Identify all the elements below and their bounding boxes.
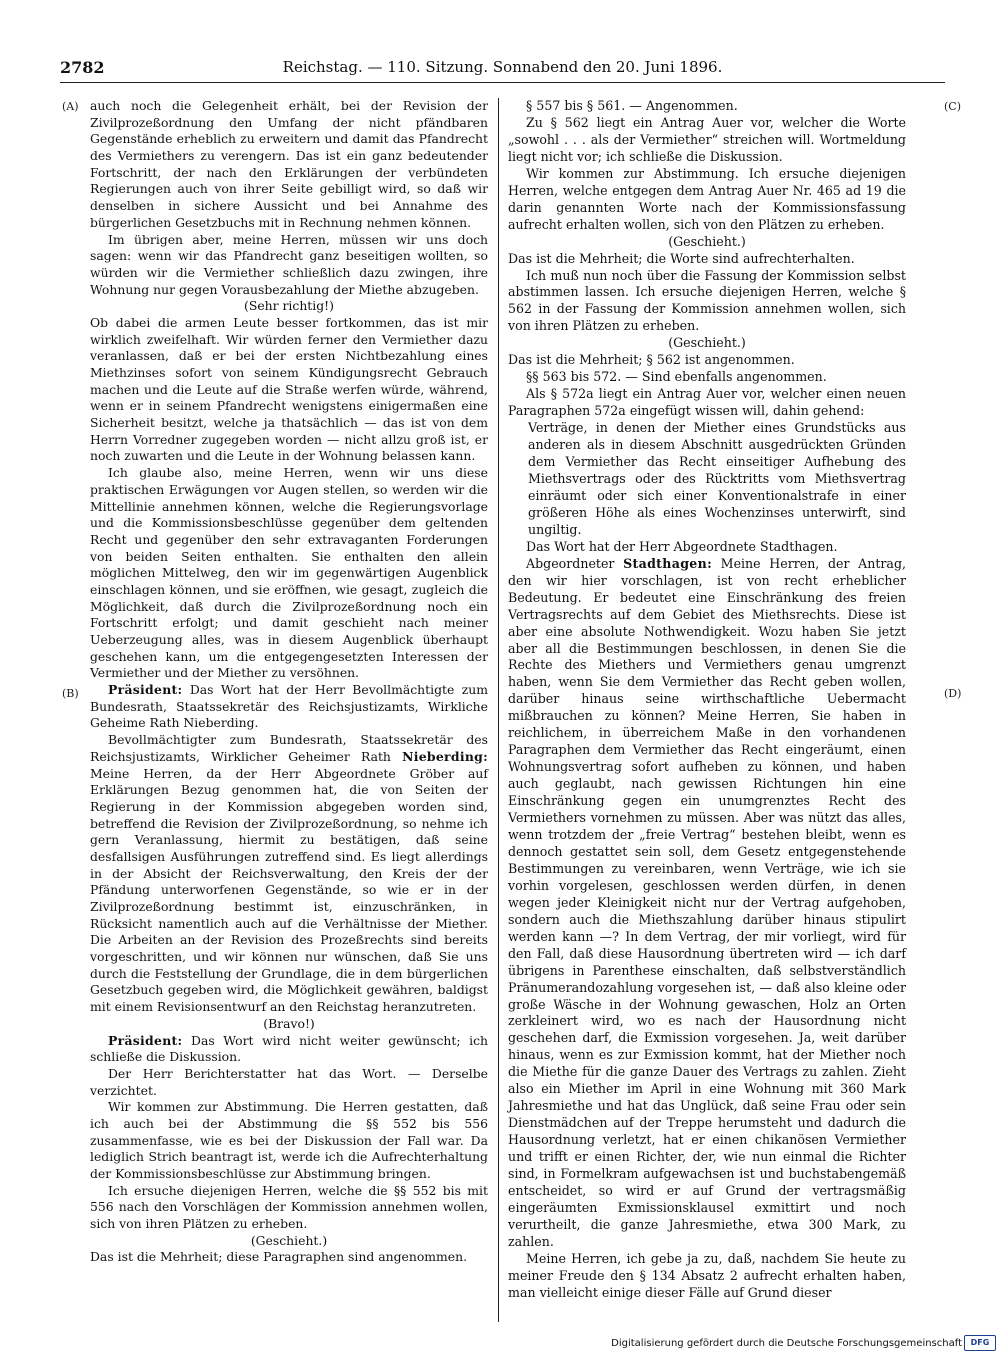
margin-marker-b: (B) bbox=[62, 687, 79, 700]
speaker-name: Nieberding: bbox=[402, 748, 488, 764]
interjection: (Sehr richtig!) bbox=[244, 298, 334, 314]
quoted-motion: Verträge, in denen der Miether eines Grundstücks aus anderen als in diesem Abschnitt ausgedrückten Gründen dem Vermiether das Recht einseitiger Aufhebung des Miethsvertrags oder des Rücktritts vom Miethsvertrag einräumt oder sich einer Konventionalstrafe in einer größeren Höhe als eines Wochenzinses unterwirft, sind ungiltig. bbox=[528, 420, 906, 537]
digitization-credit: Digitalisierung gefördert durch die Deutsche Forschungsgemeinschaft bbox=[611, 1338, 962, 1349]
margin-marker-c: (C) bbox=[944, 100, 961, 113]
footer bbox=[0, 1335, 1000, 1353]
interjection: (Geschieht.) bbox=[668, 335, 746, 351]
running-head: Reichstag. — 110. Sitzung. Sonnabend den 20. Juni 1896. bbox=[282, 58, 723, 76]
paragraph: Wir kommen zur Abstimmung. Die Herren gestatten, daß ich auch bei der Abstimmung die §§ 552 bis 556 zusammenfasse, wie es bei der Diskussion der Fall war. Da lediglich Strich beantragt ist, werde ich die Aufrechterhaltung der Kommissionsbeschlüsse zur Abstimmung bringen. bbox=[90, 1099, 488, 1181]
paragraph: Als § 572a liegt ein Antrag Auer vor, welcher einen neuen Paragraphen 572a eingefügt wissen will, dahin gehend: bbox=[508, 386, 906, 419]
speech-paragraph bbox=[508, 556, 906, 1251]
speech-paragraph bbox=[90, 682, 488, 732]
margin-marker-d: (D) bbox=[944, 687, 962, 700]
speaker-title: Bevollmächtigter zum Bundesrath, Staatssekretär des Reichsjustizamts, Wirklicher Geheimer Rath bbox=[90, 732, 488, 764]
paragraph: Ich glaube also, meine Herren, wenn wir uns diese praktischen Erwägungen vor Augen stellen, so werden wir die Mittellinie annehmen können, welche die Regierungsvorlage und die Kommissionsbeschlüsse gegenüber dem geltenden Recht und gegenüber den sehr extravaganten Forderungen von beiden Seiten enthalten. Sie enthalten den allein möglichen Mittelweg, den wir im gegenwärtigen Augenblick einschlagen können, und sie eröffnen, wie gesagt, zugleich die Möglichkeit, daß durch die Zivilprozeßordnung noch ein Fortschritt erfolgt; und damit geschieht nach meiner Ueberzeugung alles, was in diesem Augenblick überhaupt geschehen kann, um die entgegengesetzten Interessen der Vermiether und der Miether zu versöhnen. bbox=[90, 465, 488, 681]
paragraph: § 557 bis § 561. — Angenommen. bbox=[526, 98, 738, 113]
interjection: (Bravo!) bbox=[263, 1015, 315, 1031]
dfg-logo: DFG bbox=[964, 1335, 996, 1351]
paragraph: auch noch die Gelegenheit erhält, bei der Revision der Zivilprozeßordnung den Umfang der nicht pfändbaren Gegenstände erheblich zu erweitern und damit das Pfandrecht des Vermiethers zu verengern. Das ist ein ganz bedeutender Fortschritt, der nach den Erklärungen der verbündeten Regierungen auch von ihrer Seite gebilligt wird, so daß wir denselben in sichere Aussicht und bei Annahme des bürgerlichen Gesetzbuchs mit in Rechnung nehmen können. bbox=[90, 98, 488, 230]
paragraph: Wir kommen zur Abstimmung. Ich ersuche diejenigen Herren, welche entgegen dem Antrag Auer Nr. 465 ad 19 die darin genannten Worte nach der Kommissionsfassung aufrecht erhalten wollen, sich von den Plätzen zu erheben. bbox=[508, 165, 906, 232]
page-body bbox=[90, 98, 932, 1322]
paragraph: Das ist die Mehrheit; diese Paragraphen sind angenommen. bbox=[90, 1249, 468, 1265]
speech-paragraph bbox=[90, 1033, 488, 1066]
paragraph: Ich ersuche diejenigen Herren, welche die §§ 552 bis mit 556 nach den Vorschlägen der Kommission annehmen wollen, sich von ihren Plätzen zu erheben. bbox=[90, 1182, 488, 1232]
paragraph: Zu § 562 liegt ein Antrag Auer vor, welcher die Worte „sowohl . . . als der Vermiether“ streichen will. Wortmeldung liegt nicht vor; ich schließe die Diskussion. bbox=[508, 114, 906, 164]
paragraph: Meine Herren, ich gebe ja zu, daß, nachdem Sie heute zu meiner Freude den § 134 Absatz 2 aufrecht erhalten haben, man vielleicht einige dieser Fälle auf Grund dieser bbox=[508, 1250, 906, 1300]
paragraph: Im übrigen aber, meine Herren, müssen wir uns doch sagen: wenn wir das Pfandrecht ganz beseitigen wollten, so würden wir die Vermiether schließlich dazu zwingen, ihre Wohnung nur gegen Vorausbezahlung der Miethe abzugeben. bbox=[90, 231, 488, 297]
paragraph: Das ist die Mehrheit; § 562 ist angenommen. bbox=[508, 352, 795, 368]
paragraph: Der Herr Berichterstatter hat das Wort. — Derselbe verzichtet. bbox=[90, 1065, 488, 1098]
speech-text: Das Wort hat der Herr Bevollmächtigte zum Bundesrath, Staatssekretär des Reichsjustizamts, Wirkliche Geheime Rath Nieberding. bbox=[90, 682, 488, 731]
paragraph: Ich muß nun noch über die Fassung der Kommission selbst abstimmen lassen. Ich ersuche diejenigen Herren, welche § 562 in der Fassung der Kommission annehmen wollen, sich von ihren Plätzen zu erheben. bbox=[508, 267, 906, 334]
margin-marker-a: (A) bbox=[62, 100, 79, 113]
speech-paragraph bbox=[90, 732, 488, 1016]
speaker-name: Präsident: bbox=[108, 682, 183, 698]
paragraph: Das Wort hat der Herr Abgeordnete Stadthagen. bbox=[526, 538, 838, 554]
paragraph: §§ 563 bis 572. — Sind ebenfalls angenommen. bbox=[526, 369, 827, 385]
right-column bbox=[508, 98, 906, 1302]
speaker-name: Präsident: bbox=[108, 1032, 183, 1048]
page-number: 2782 bbox=[60, 58, 105, 77]
paragraph: Das ist die Mehrheit; die Worte sind aufrechterhalten. bbox=[508, 250, 855, 266]
paragraph: Ob dabei die armen Leute besser fortkommen, das ist mir wirklich zweifelhaft. Wir würden ferner den Vermiether dazu veranlassen, daß er bei der ersten Nichtbezahlung eines Miethzinses sofort von seinem Kündigungsrecht Gebrauch machen und die Leute auf die Straße werfen würde, während, wenn er in seinem Pfandrecht wenigstens einigermaßen eine Sicherheit besitzt, welche ja thatsächlich — das ist von dem Herrn Vorredner zugegeben worden — nicht allzu groß ist, er noch zuwarten und die Leute in der Wohnung belassen kann. bbox=[90, 314, 488, 464]
page-header bbox=[60, 58, 945, 83]
speech-text: Das Wort wird nicht weiter gewünscht; ich schließe die Diskussion. bbox=[90, 1032, 488, 1065]
speech-text: Meine Herren, da der Herr Abgeordnete Gröber auf Erklärungen Bezug genommen hat, die von Seiten der Regierung in der Kommission abgegeben worden sind, betreffend die Revision der Zivilprozeßordnung, so nehme ich gern Veranlassung, hiermit zu bestätigen, daß seine desfallsigen Ausführungen zutreffend sind. Es liegt allerdings in der Absicht der Reichsverwaltung, den Kreis der der Pfändung unterworfenen Gegenstände, so wie er in der Zivilprozeßordnung bestimmt ist, einzuschränken, in Rücksicht namentlich auch auf die Verhältnisse der Miether. Die Arbeiten an der Revision des Prozeßrechts sind bereits vorgeschritten, und wir können nur wünschen, daß Sie uns durch die Feststellung der Grundlage, die in dem bürgerlichen Gesetzbuch gegeben wird, die Möglichkeit gewähren, baldigst mit einem Revisionsentwurf an den Reichstag heranzutreten. bbox=[90, 765, 488, 1015]
left-column bbox=[90, 98, 488, 1266]
speech-text: Meine Herren, der Antrag, den wir hier vorschlagen, ist von recht erheblicher Bedeutung. Er bedeutet eine Einschränkung des freien Vertragsrechts auf dem Gebiet des Miethsrechts. Diese ist aber eine absolute Nothwendigkeit. Wozu haben Sie jetzt aber all die Bestimmungen beschlossen, in denen Sie die Rechte des Miethers und Vermiethers genau umgrenzt haben, wenn Sie dem Vermiether das Recht geben wollen, darüber hinaus seine wirthschaftliche Uebermacht mißbrauchen zu können? Meine Herren, Sie haben in reichlichem, in überreichem Maße in den vorhandenen Paragraphen dem Vermiether das Recht eingeräumt, einen Wohnungsvertrag sofort aufheben zu können, und haben auch geglaubt, nach gewissen Richtungen hin eine Einschränkung gegen ein unumgrenztes Recht des Vermiethers vornehmen zu müssen. Aber was nützt das alles, wenn trotzdem der „freie Vertrag“ bestehen bleibt, wenn es dennoch gestattet sein soll, dem Gesetz entgegenstehende Bestimmungen zu vereinbaren, wenn Verträge, wie ich sie vorhin vorgelesen, geschlossen werden dürfen, in denen wegen jeder Kleinigkeit nicht nur der Vertrag aufgehoben, sondern auch die Miethszahlung darüber hinaus stipulirt werden kann —? In dem Vertrag, der mir vorliegt, wird für den Fall, daß diese Hausordnung übertreten wird — ich darf übrigens in Parenthese einschalten, daß selbstverständlich Pränumerandozahlung vorgesehen ist, — daß also kleine oder große Wäsche in der Wohnung gewaschen, Holz an Orten zerkleinert wird, wo es nach der Hausordnung nicht geschehen darf, die Exmission vorgesehen. Ja, weit darüber hinaus, wenn es zur Exmission kommt, hat der Miether noch die Miethe für die ganze Dauer des Vertrags zu zahlen. Zieht also ein Miether im April in eine Wohnung mit 360 Mark Jahresmiethe und hat das Unglück, daß seine Frau oder sein Dienstmädchen auf der Treppe herumsteht und dadurch die Hausordnung verletzt, hat er einen chikanösen Vermiether und trifft er einen Richter, der, wie nun einmal die Richter sind, in Formelkram aufgewachsen ist und buchstabengemäß entscheidet, so wird er auf Grund der vertragsmäßig eingeräumten Exmissionsklausel exmittirt und noch verurtheilt, die ganze Jahresmiethe, etwa 300 Mark, zu zahlen. bbox=[508, 555, 907, 1249]
speaker-name: Stadthagen: bbox=[623, 555, 713, 571]
speaker-title: Abgeordneter bbox=[526, 555, 624, 571]
interjection: (Geschieht.) bbox=[250, 1232, 328, 1248]
interjection: (Geschieht.) bbox=[668, 233, 746, 249]
